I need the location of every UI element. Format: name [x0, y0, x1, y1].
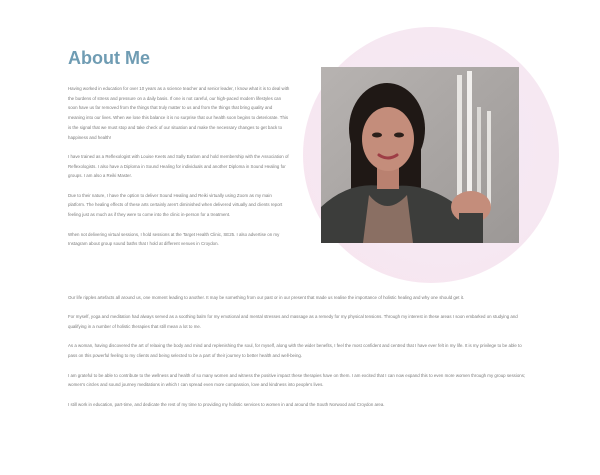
- body-text-section: [68, 293, 532, 419]
- body-paragraph: I still work in education, part-time, and dedicate the rest of my time to providing my holistic services to women in and around the South Norwood and Croydon area.: [68, 401, 385, 407]
- body-paragraph: As a woman, having discovered the art of relaxing the body and mind and replenishing the soul, for myself, along with the wider benefits, I feel the most confident and centred that I have ever felt in my life. It is my privilege to be able to pass on this powerful feeling to my clients and being selected to be a part of their journey to better health and well-being.: [68, 343, 522, 359]
- intro-paragraph: Due to their nature, I have the option to deliver Sound Healing and Reiki virtually using Zoom as my main platform. The healing effects of these arts certainly aren't diminished when delivered virtually and clients report feeling just as much as if they were to come into the clinic in-person for a treatment.: [68, 192, 283, 218]
- intro-text-column: [68, 84, 290, 259]
- woman-holding-tuning-forks-photo: [321, 67, 519, 243]
- intro-paragraph: I have trained as a Reflexologist with Louise Keets and Sally Earlam and hold membership with the Association of Reflexologists. I also have a Diploma in Sound Healing for individuals and another Diploma in Sound Healing for groups. I am also a Reiki Master.: [68, 153, 289, 179]
- intro-paragraph: When not delivering virtual sessions, I hold sessions at the Target Health Clinic, SE25. I also advertise on my Instagram about group sound baths that I hold at different venues in Croydon.: [68, 231, 280, 247]
- intro-paragraph: Having worked in education for over 10 years as a science teacher and senior leader, I know what it is to deal with the burdens of stress and pressure on a daily basis. If one is not careful, our high-paced modern lifestyles can soon have us far removed from the things that truly matter to us and from the things that bring quality and meaning into our lives. When we lose this balance it is no surprise that our health soon begins to deteriorate. This is the signal that we must stop and take check of our situation and make the necessary changes to get back to happiness and health!: [68, 86, 290, 140]
- body-paragraph: For myself, yoga and meditation had always served as a soothing balm for my emotional and mental stresses and massage as a remedy for my physical tensions. Through my interest in these areas I soon embarked on studying and qualifying in a number of holistic therapies that still mean a lot to me.: [68, 314, 518, 330]
- body-paragraph: Our life ripples artefacts all around us, one moment leading to another. It may be something from our past or in our present that made us realise the importance of holistic healing and why one should get it.: [68, 295, 465, 300]
- body-paragraph: I am grateful to be able to contribute to the wellness and health of so many women and witness the positive impact these therapies have on them. I am excited that I can now expand this to even more women through my group sessions; women's circles and sound journey meditations in which I can spread even more compassion, love and kindness into people's lives.: [68, 372, 526, 388]
- profile-photo: [321, 67, 519, 243]
- page-title: About Me: [68, 48, 150, 68]
